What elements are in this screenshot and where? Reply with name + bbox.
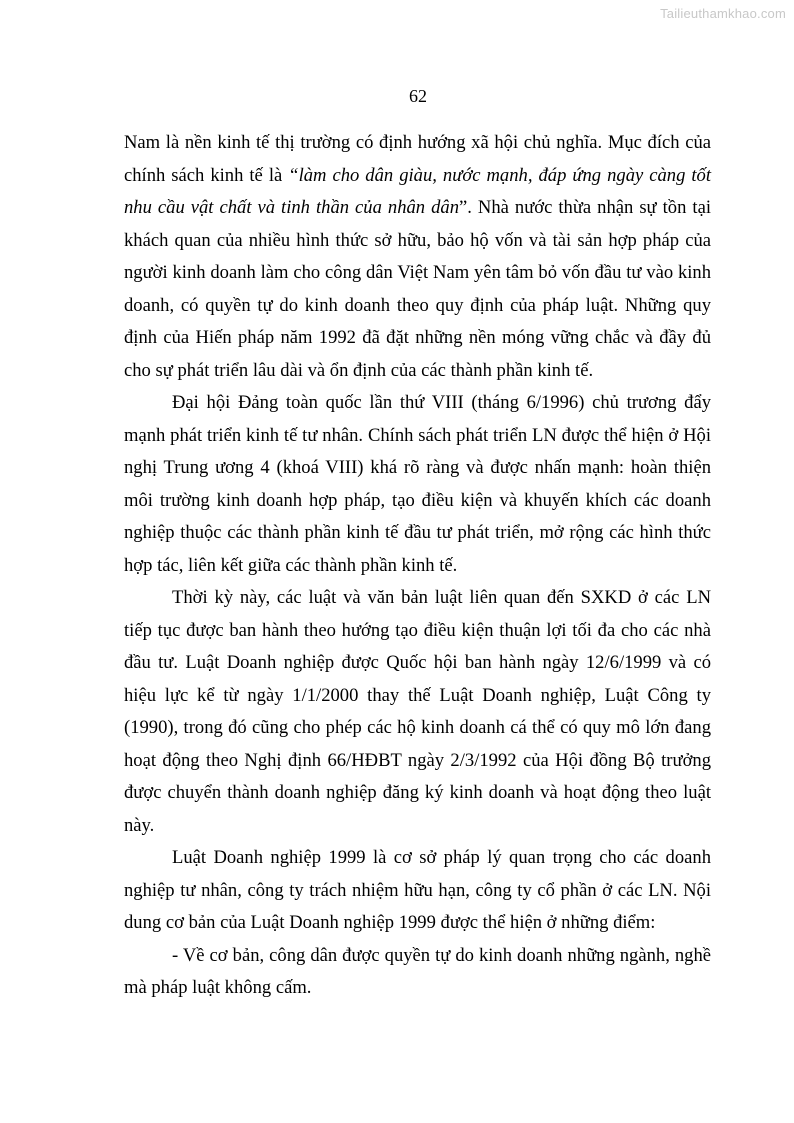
page-number: 62 bbox=[409, 86, 427, 106]
paragraph-5-bullet: - Về cơ bản, công dân được quyền tự do kinh doanh những ngành, nghề mà pháp luật không cấm. bbox=[124, 944, 711, 998]
paragraph-3: Thời kỳ này, các luật và văn bản luật liên quan đến SXKD ở các LN tiếp tục được ban hành theo hướng tạo điều kiện thuận lợi tối đa cho các nhà đầu tư. Luật Doanh nghiệp được Quốc hội ban hành ngày 12/6/1999 và có hiệu lực kể từ ngày 1/1/2000 thay thế Luật Doanh nghiệp, Luật Công ty (1990), trong đó cũng cho phép các hộ kinh doanh cá thể có quy mô lớn đang hoạt động theo Nghị định 66/HĐBT ngày 2/3/1992 của Hội đồng Bộ trưởng được chuyển thành doanh nghiệp đăng ký kinh doanh và hoạt động theo luật này. bbox=[124, 587, 711, 836]
paragraph-1-quote: “làm cho dân giàu, nước mạnh, đáp ứng ngày càng tốt nhu cầu vật chất và tinh thần của nhân dân bbox=[124, 164, 712, 218]
paragraph-4: Luật Doanh nghiệp 1999 là cơ sở pháp lý quan trọng cho các doanh nghiệp tư nhân, công ty trách nhiệm hữu hạn, công ty cổ phần ở các LN. Nội dung cơ bản của Luật Doanh nghiệp 1999 được thể hiện ở những điểm: bbox=[124, 847, 711, 933]
paragraph-2: Đại hội Đảng toàn quốc lần thứ VIII (tháng 6/1996) chủ trương đẩy mạnh phát triển kinh tế tư nhân. Chính sách phát triển LN được thể hiện ở Hội nghị Trung ương 4 (khoá VIII) khá rõ ràng và được nhấn mạnh: hoàn thiện môi trường kinh doanh hợp pháp, tạo điều kiện và khuyến khích các doanh nghiệp thuộc các thành phần kinh tế đầu tư phát triển, mở rộng các hình thức hợp tác, liên kết giữa các thành phần kinh tế. bbox=[124, 392, 711, 576]
paragraph-1 bbox=[124, 127, 711, 387]
watermark: Tailieuthamkhao.com bbox=[660, 6, 786, 21]
paragraph-1-text-continued: ”. Nhà nước thừa nhận sự tồn tại khách quan của nhiều hình thức sở hữu, bảo hộ vốn và tài sản hợp pháp của người kinh doanh làm cho công dân Việt Nam yên tâm bỏ vốn đầu tư vào kinh doanh, có quyền tự do kinh doanh theo quy định của pháp luật. Những quy định của Hiến pháp năm 1992 đã đặt những nền móng vững chắc và đầy đủ cho sự phát triển lâu dài và ổn định của các thành phần kinh tế. bbox=[124, 197, 711, 381]
paragraph-1-text: Nam là nền kinh tế thị trường có định hướng xã hội chủ nghĩa. Mục đích của chính sách kinh tế là bbox=[124, 132, 711, 186]
document-body bbox=[124, 127, 711, 1005]
